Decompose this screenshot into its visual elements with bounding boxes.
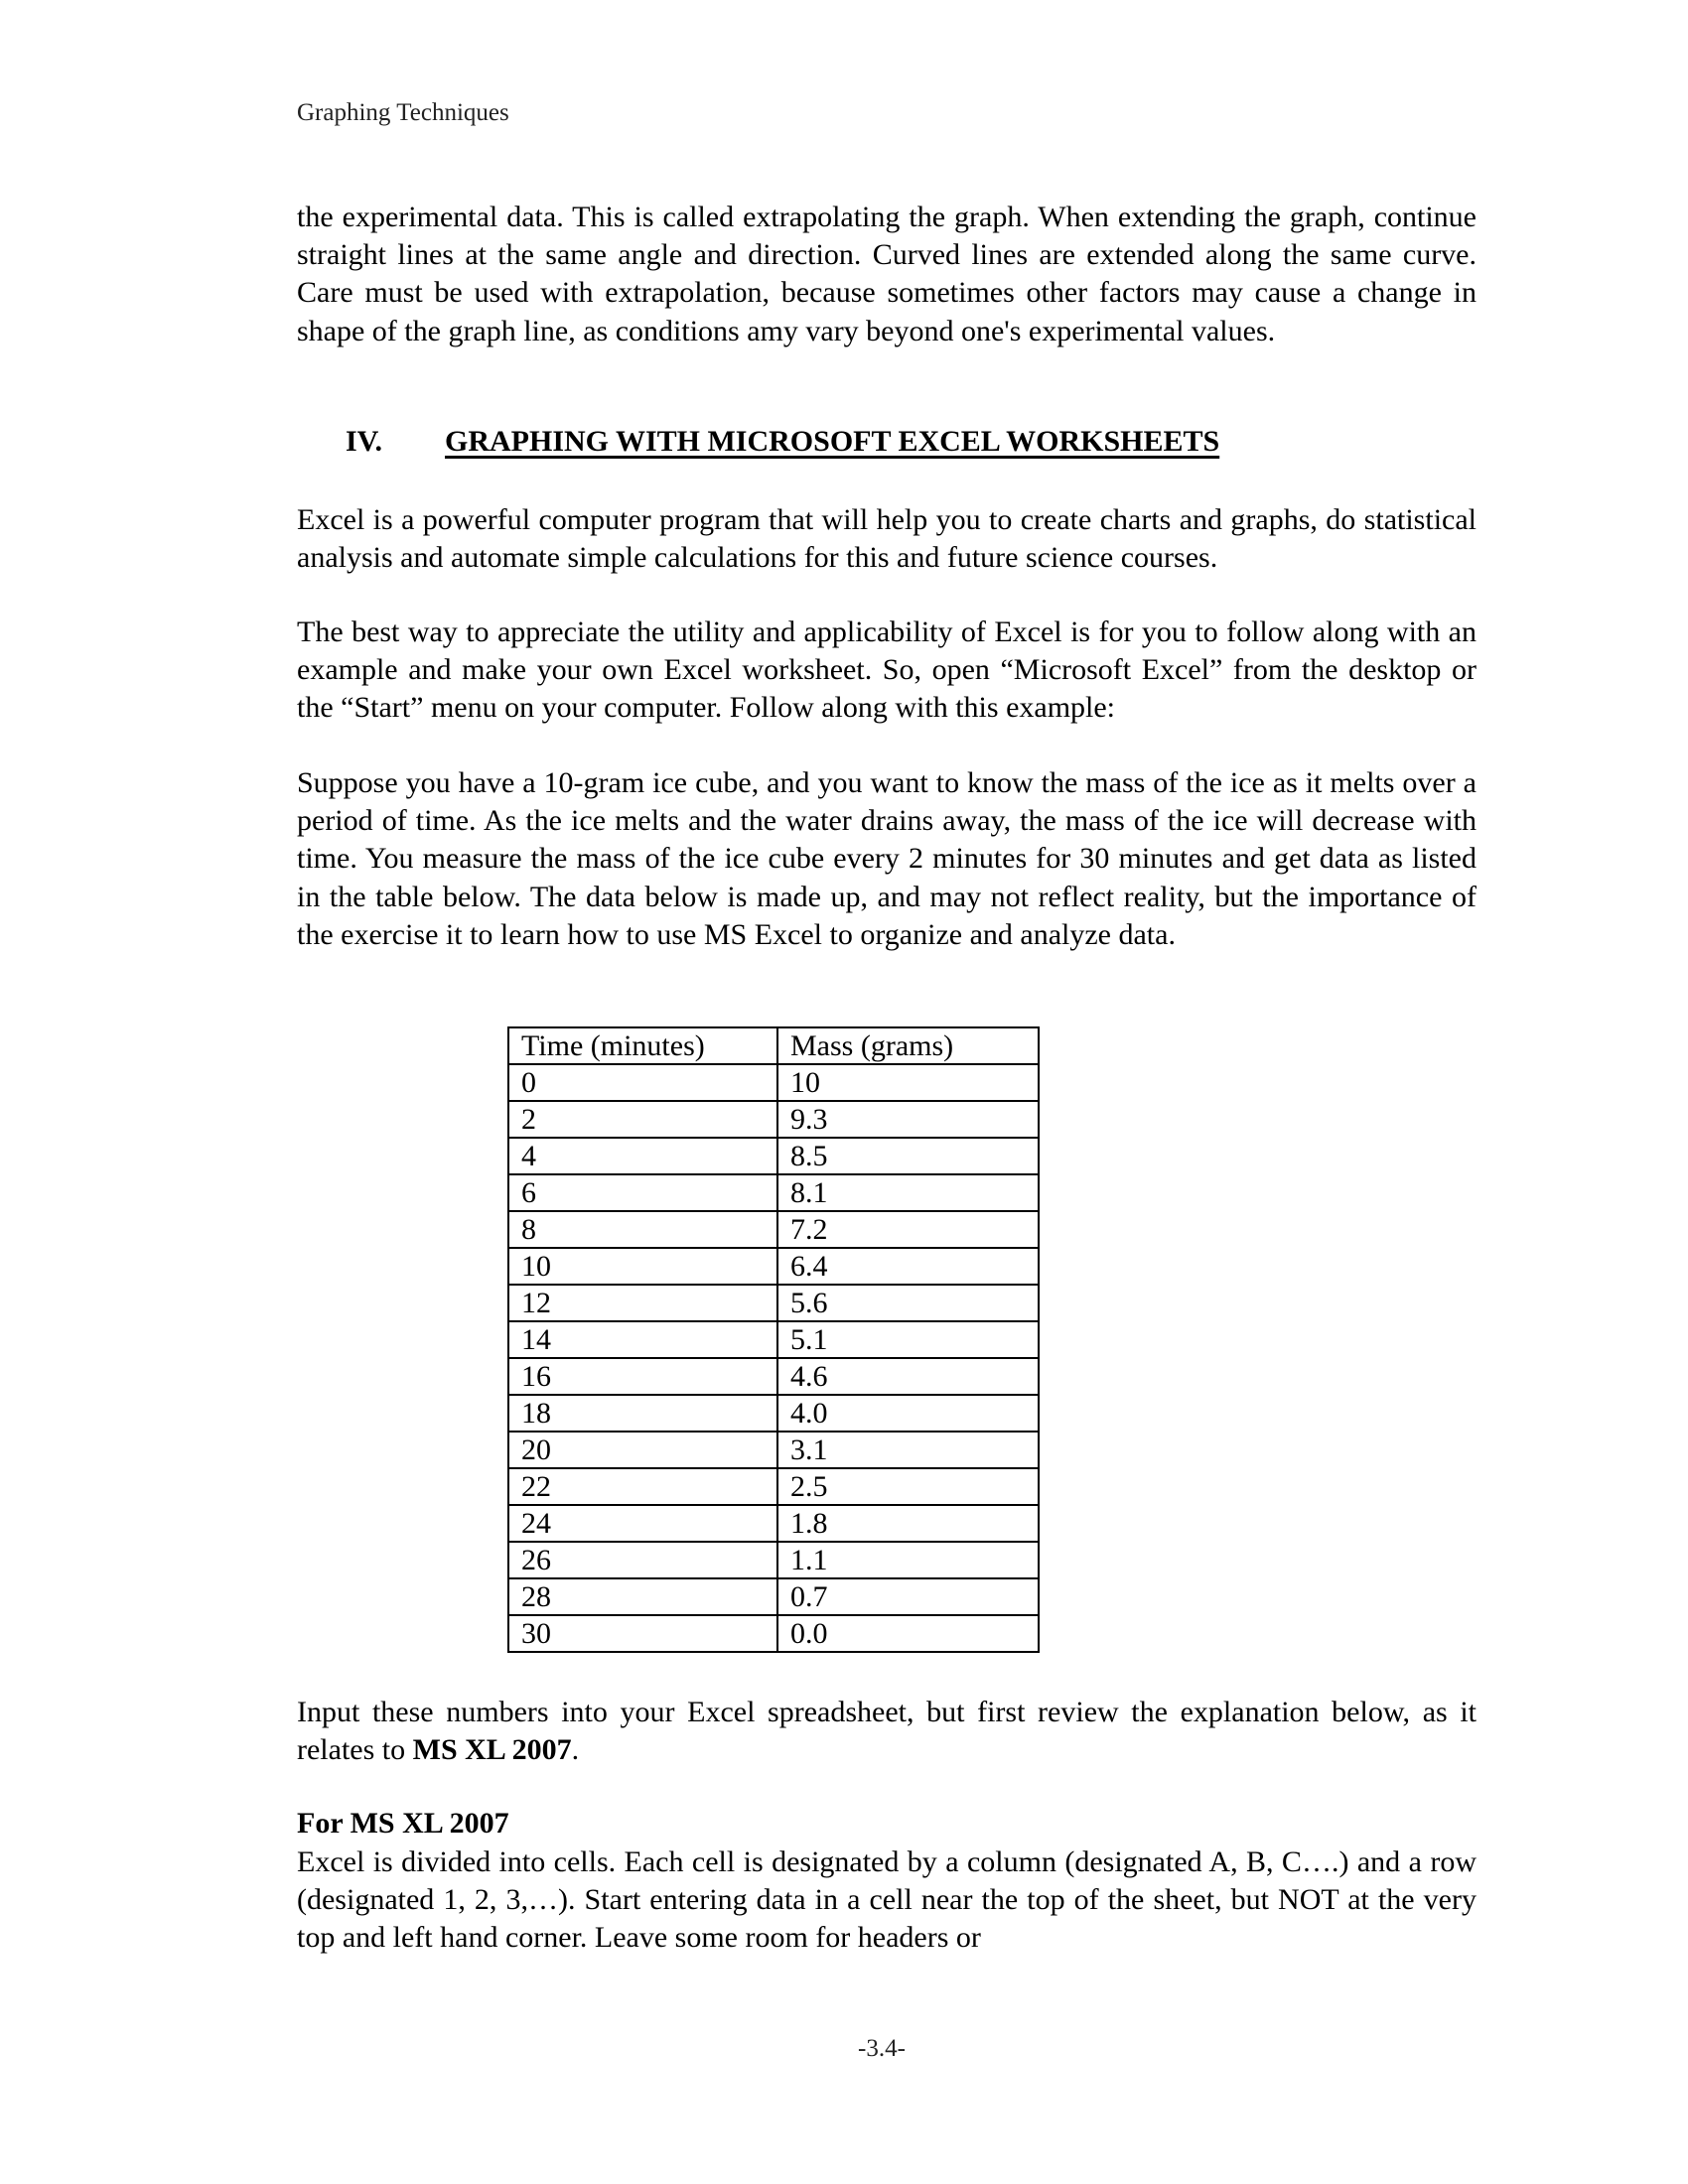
table-row [508, 1578, 1039, 1615]
time-cell: 4 [508, 1138, 777, 1174]
input-instructions-end: . [571, 1733, 580, 1767]
header-time: Time (minutes) [508, 1027, 777, 1064]
time-cell: 16 [508, 1358, 777, 1395]
input-instructions-text: Input these numbers into your Excel spreadsheet, but first review the explanation below, as it relates to [297, 1696, 1477, 1767]
mass-cell: 8.5 [777, 1138, 1039, 1174]
mass-cell: 7.2 [777, 1211, 1039, 1248]
header-mass: Mass (grams) [777, 1027, 1039, 1064]
mass-cell: 3.1 [777, 1432, 1039, 1468]
table-row [508, 1505, 1039, 1542]
time-cell: 30 [508, 1615, 777, 1652]
mass-cell: 0.0 [777, 1615, 1039, 1652]
mass-cell: 2.5 [777, 1468, 1039, 1505]
time-cell: 10 [508, 1248, 777, 1285]
table-row [508, 1395, 1039, 1432]
table-row [508, 1285, 1039, 1321]
table-row [508, 1064, 1039, 1101]
mass-cell: 1.1 [777, 1542, 1039, 1578]
paragraph-excel-intro: Excel is a powerful computer program that will help you to create charts and graphs, do statistical analysis and automate simple calculations for this and future science courses. [297, 503, 1477, 575]
mass-cell: 1.8 [777, 1505, 1039, 1542]
time-cell: 20 [508, 1432, 777, 1468]
time-cell: 8 [508, 1211, 777, 1248]
paragraph-follow-along: The best way to appreciate the utility and applicability of Excel is for you to follow along with an example and make your own Excel worksheet. So, open “Microsoft Excel” from the desktop or the “Start” menu on your computer. Follow along with this example: [297, 615, 1477, 725]
mass-cell: 5.6 [777, 1285, 1039, 1321]
mass-cell: 10 [777, 1064, 1039, 1101]
paragraph-extrapolation: the experimental data. This is called extrapolating the graph. When extending the graph, continue straight lines at the same angle and direction. Curved lines are extended along the same curve. Care must be used with extrapolation, because sometimes other factors may cause a change in shape of the graph line, as conditions amy vary beyond one's experimental values. [297, 201, 1477, 347]
section-title: GRAPHING WITH MICROSOFT EXCEL WORKSHEETS [445, 425, 1220, 458]
time-cell: 14 [508, 1321, 777, 1358]
mass-cell: 4.6 [777, 1358, 1039, 1395]
section-number: IV. [346, 425, 382, 458]
time-cell: 24 [508, 1505, 777, 1542]
table-row [508, 1174, 1039, 1211]
mass-cell: 4.0 [777, 1395, 1039, 1432]
mass-cell: 0.7 [777, 1578, 1039, 1615]
ms-xl-2007-bold: MS XL 2007 [412, 1733, 572, 1767]
table-row [508, 1542, 1039, 1578]
section-heading [346, 425, 1219, 459]
sub-heading-ms-xl-2007: For MS XL 2007 [297, 1807, 509, 1840]
time-cell: 22 [508, 1468, 777, 1505]
mass-cell: 6.4 [777, 1248, 1039, 1285]
time-cell: 6 [508, 1174, 777, 1211]
table-row [508, 1358, 1039, 1395]
table-row [508, 1321, 1039, 1358]
mass-cell: 5.1 [777, 1321, 1039, 1358]
running-header: Graphing Techniques [297, 99, 509, 126]
table-row [508, 1101, 1039, 1138]
time-cell: 26 [508, 1542, 777, 1578]
time-cell: 12 [508, 1285, 777, 1321]
mass-cell: 9.3 [777, 1101, 1039, 1138]
time-cell: 2 [508, 1101, 777, 1138]
table-row [508, 1432, 1039, 1468]
page-number: -3.4- [858, 2035, 906, 2062]
table-header-row [508, 1027, 1039, 1064]
time-cell: 28 [508, 1578, 777, 1615]
time-cell: 18 [508, 1395, 777, 1432]
paragraph-ice-cube-example: Suppose you have a 10-gram ice cube, and you want to know the mass of the ice as it melts over a period of time. As the ice melts and the water drains away, the mass of the ice will decrease with time. You measure the mass of the ice cube every 2 minutes for 30 minutes and get data as listed in the table below. The data below is made up, and may not reflect reality, but the importance of the exercise it to learn how to use MS Excel to organize and analyze data. [297, 766, 1477, 951]
time-cell: 0 [508, 1064, 777, 1101]
mass-cell: 8.1 [777, 1174, 1039, 1211]
table-row [508, 1468, 1039, 1505]
table-row [508, 1615, 1039, 1652]
ice-mass-table [507, 1026, 1040, 1653]
paragraph-excel-cells: Excel is divided into cells. Each cell is designated by a column (designated A, B, C….) and a row (designated 1, 2, 3,…). Start entering data in a cell near the top of the sheet, but NOT at the very top and left hand corner. Leave some room for headers or [297, 1845, 1477, 1955]
table-row [508, 1211, 1039, 1248]
table-row [508, 1248, 1039, 1285]
paragraph-input-instructions [297, 1694, 1477, 1769]
table-row [508, 1138, 1039, 1174]
